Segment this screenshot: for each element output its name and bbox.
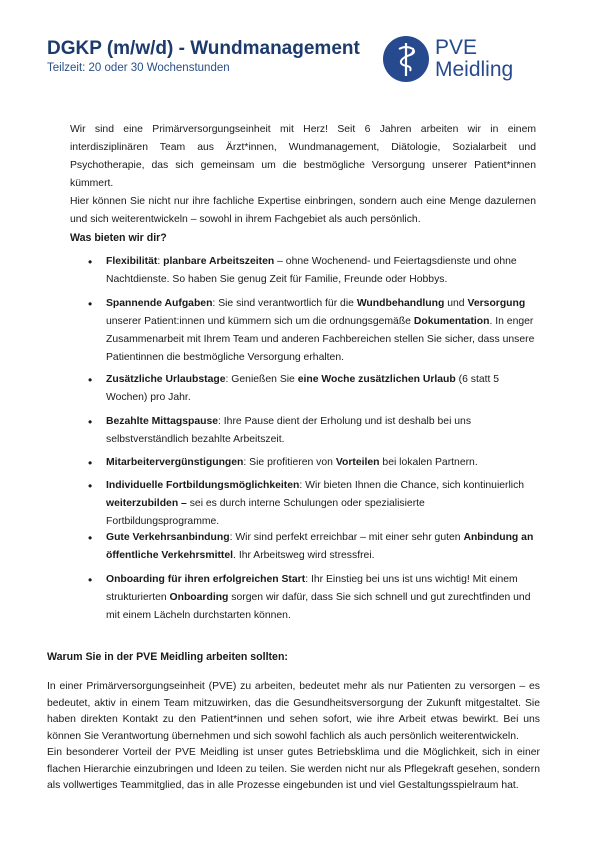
benefit-text: Spannende Aufgaben <box>106 298 213 309</box>
bullet-icon: • <box>88 456 93 470</box>
benefit-text: : <box>157 256 164 267</box>
benefit-item <box>88 295 536 367</box>
why-section <box>47 679 540 745</box>
benefit-text: – ohne Wochenend- und Feiertagsdienste und ohne Nachtdienste. So haben Sie genug Zeit für Familie, Freunde oder Hobbys. <box>106 256 517 285</box>
logo-text-meidling: Meidling <box>435 58 514 81</box>
benefit-text: unserer Patient:innen und kümmern sich um die ordnungsgemäße <box>106 316 414 327</box>
benefit-text: Onboarding für ihren erfolgreichen Start <box>106 574 306 585</box>
bullet-icon: • <box>88 479 93 493</box>
bullet-icon: • <box>88 255 93 269</box>
benefit-text: (6 statt 5 Wochen) pro Jahr. <box>106 374 500 403</box>
benefit-text: : Wir bieten Ihnen die Chance, sich kontinuierlich <box>299 480 525 491</box>
pve-meidling-logo <box>383 35 523 85</box>
benefit-text: Onboarding <box>169 592 229 603</box>
benefit-item <box>88 571 536 625</box>
benefit-text: Vorteilen <box>335 457 380 468</box>
benefit-text: und <box>444 298 468 309</box>
benefit-text: eine Woche zusätzlichen Urlaub <box>297 374 456 385</box>
benefit-item <box>88 454 536 472</box>
benefit-text: bei lokalen Partnern. <box>379 457 478 468</box>
intro-paragraph: Wir sind eine Primärversorgungseinheit mit Herz! Seit 6 Jahren arbeiten wir in einem interdisziplinären Team aus Ärzt*innen, Wundmanagement, Diätologie, Sozialarbeit und Psychotherapie, das sich gemeinsam um die bestmögliche Versorgung unserer Patient*innen kümmert. <box>70 124 536 189</box>
benefit-text: Mitarbeitervergünstigungen <box>106 457 244 468</box>
benefit-text: Wundbehandlung <box>356 298 445 309</box>
benefit-text: Gute Verkehrsanbindung <box>106 532 230 543</box>
benefit-text: Zusätzliche Urlaubstage <box>106 374 226 385</box>
benefit-text: Anbindung an öffentliche Verkehrsmittel <box>106 532 534 561</box>
benefit-item <box>88 529 536 565</box>
caduceus-icon <box>383 36 429 82</box>
benefit-item <box>88 371 536 407</box>
bullet-icon: • <box>88 573 93 587</box>
benefit-text: . Ihr Arbeitsweg wird stressfrei. <box>233 550 375 561</box>
benefit-text: : Ihr Einstieg bei uns ist uns wichtig! Mit einem strukturierten <box>106 574 518 603</box>
why-section-2 <box>47 745 540 795</box>
benefit-item <box>88 253 536 289</box>
why-paragraph: Ein besonderer Vorteil der PVE Meidling ist unser gutes Betriebsklima und die Möglichkeit, sich in einer flachen Hierarchie einzubringen und Ideen zu teilen. Sie werden nicht nur als Pflegekraft gesehen, sondern als vollwertiges Teammitglied, das in alle Prozesse eingebunden ist und viel Gestaltungsspielraum hat. <box>47 747 540 791</box>
why-heading: Warum Sie in der PVE Meidling arbeiten sollten: <box>47 651 288 663</box>
page-title: DGKP (m/w/d) - Wundmanagement <box>47 38 360 59</box>
benefit-item <box>88 413 536 449</box>
why-paragraph: In einer Primärversorgungseinheit (PVE) zu arbeiten, bedeutet mehr als nur Patienten zu versorgen – es bedeutet, aktiv in einem Team mitzuwirken, das die Gesundheitsversorgung der Zukunft mitgestaltet. Sie haben direkten Kontakt zu den Patient*innen und sehen sofort, wie ihre Arbeit etwas bewirkt. Bei uns können Sie Verantwortung übernehmen und sich sowohl fachlich als auch persönlich weiterentwickeln. <box>47 681 540 742</box>
benefit-text: : Sie sind verantwortlich für die <box>212 298 357 309</box>
benefit-text: sorgen wir dafür, dass Sie sich schnell und gut zurechtfinden und mit einem Lächeln durchstarten können. <box>106 592 531 621</box>
benefit-text: Flexibilität <box>106 256 158 267</box>
page-subtitle: Teilzeit: 20 oder 30 Wochenstunden <box>47 62 230 74</box>
benefit-text: : Sie profitieren von <box>243 457 336 468</box>
intro-section <box>70 121 536 229</box>
benefit-text: : Ihre Pause dient der Erholung und ist deshalb bei uns selbstverständlich bezahlte Arbeitszeit. <box>106 416 472 445</box>
bullet-icon: • <box>88 297 93 311</box>
benefit-text: Dokumentation <box>413 316 490 327</box>
benefit-text: planbare Arbeitszeiten <box>163 256 275 267</box>
intro-paragraph: Hier können Sie nicht nur ihre fachliche Expertise einbringen, sondern auch eine Menge dazulernen und sich weiterentwickeln – sowohl in ihrem Fachgebiet als auch persönlich. <box>70 196 536 225</box>
benefit-text: . In enger Zusammenarbeit mit Ihrem Team und anderen Fachbereichen stellen Sie sicher, dass unsere Patientinnen die bestmögliche Versorgung erhalten. <box>106 316 535 363</box>
logo-text-pve: PVE <box>435 36 478 59</box>
benefit-text: weiterzubilden – <box>106 498 187 509</box>
benefits-heading: Was bieten wir dir? <box>70 232 167 244</box>
benefit-item <box>88 477 536 531</box>
bullet-icon: • <box>88 531 93 545</box>
benefit-text: Individuelle Fortbildungsmöglichkeiten <box>106 480 300 491</box>
benefit-text: : Wir sind perfekt erreichbar – mit einer sehr guten <box>229 532 464 543</box>
benefit-text: Bezahlte Mittagspause <box>106 416 219 427</box>
benefit-text: : Genießen Sie <box>225 374 298 385</box>
bullet-icon: • <box>88 415 93 429</box>
benefit-text: Versorgung <box>467 298 526 309</box>
bullet-icon: • <box>88 373 93 387</box>
benefit-text: sei es durch interne Schulungen oder spezialisierte Fortbildungsprogramme. <box>106 498 425 527</box>
